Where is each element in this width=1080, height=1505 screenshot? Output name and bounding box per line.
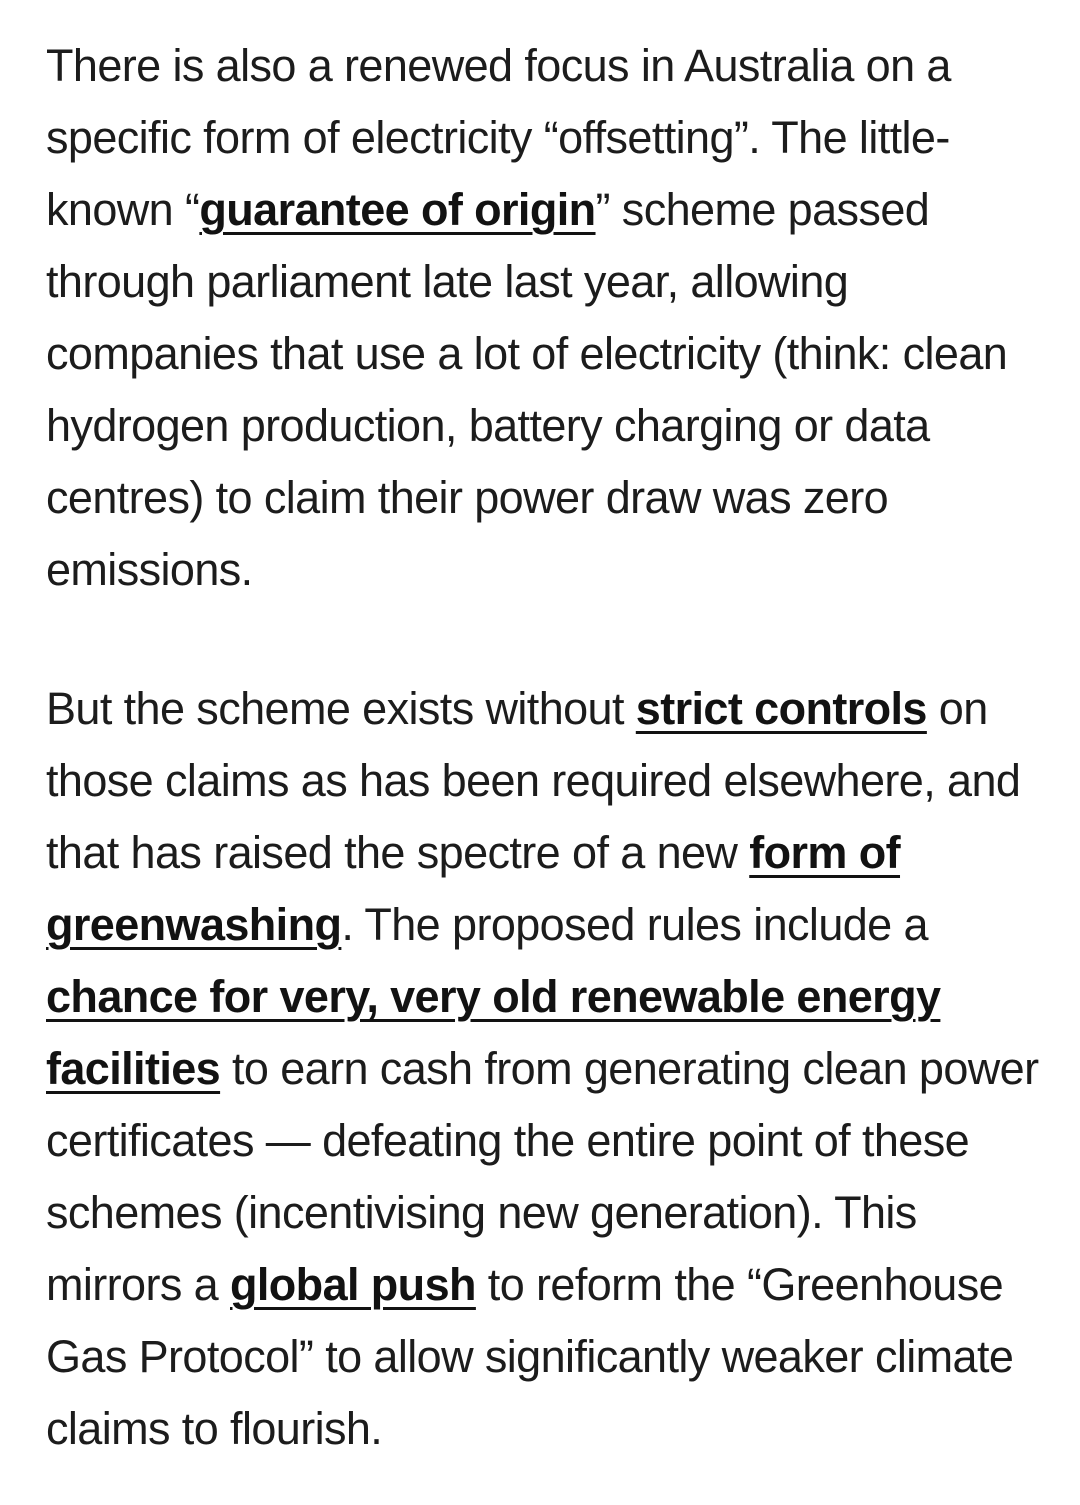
paragraph-text: ” scheme passed through parliament late last year, allowing companies that use a lot of electricity (think: clean hydrogen production, battery charging or data centres) to claim their power draw was zero emissions. bbox=[46, 184, 1008, 595]
paragraph bbox=[46, 673, 1046, 1465]
paragraph-text: on those claims as has been required elsewhere, and that has raised the spectre of a new bbox=[46, 683, 1021, 878]
paragraph-text: But the scheme exists without bbox=[46, 683, 636, 734]
article-body bbox=[46, 30, 1046, 1465]
paragraph-text: . The proposed rules include a bbox=[341, 899, 928, 950]
paragraph-text: to earn cash from generating clean power certificates — defeating the entire point of these schemes (incentivising new generation). This mirrors a bbox=[46, 1043, 1039, 1310]
link-old-renewable-energy-facilities[interactable]: chance for very, very old renewable energy facilities bbox=[46, 971, 941, 1094]
link-strict-controls[interactable]: strict controls bbox=[635, 683, 927, 734]
paragraph-text: to reform the “Greenhouse Gas Protocol” to allow significantly weaker climate claims to flourish. bbox=[46, 1259, 1014, 1454]
link-form-of-greenwashing[interactable]: form of greenwashing bbox=[46, 827, 901, 950]
link-guarantee-of-origin[interactable]: guarantee of origin bbox=[199, 184, 596, 235]
paragraph-text: There is also a renewed focus in Australia on a specific form of electricity “offsetting”. The little-known “ bbox=[46, 40, 951, 235]
link-global-push[interactable]: global push bbox=[230, 1259, 476, 1310]
paragraph bbox=[46, 30, 1046, 606]
